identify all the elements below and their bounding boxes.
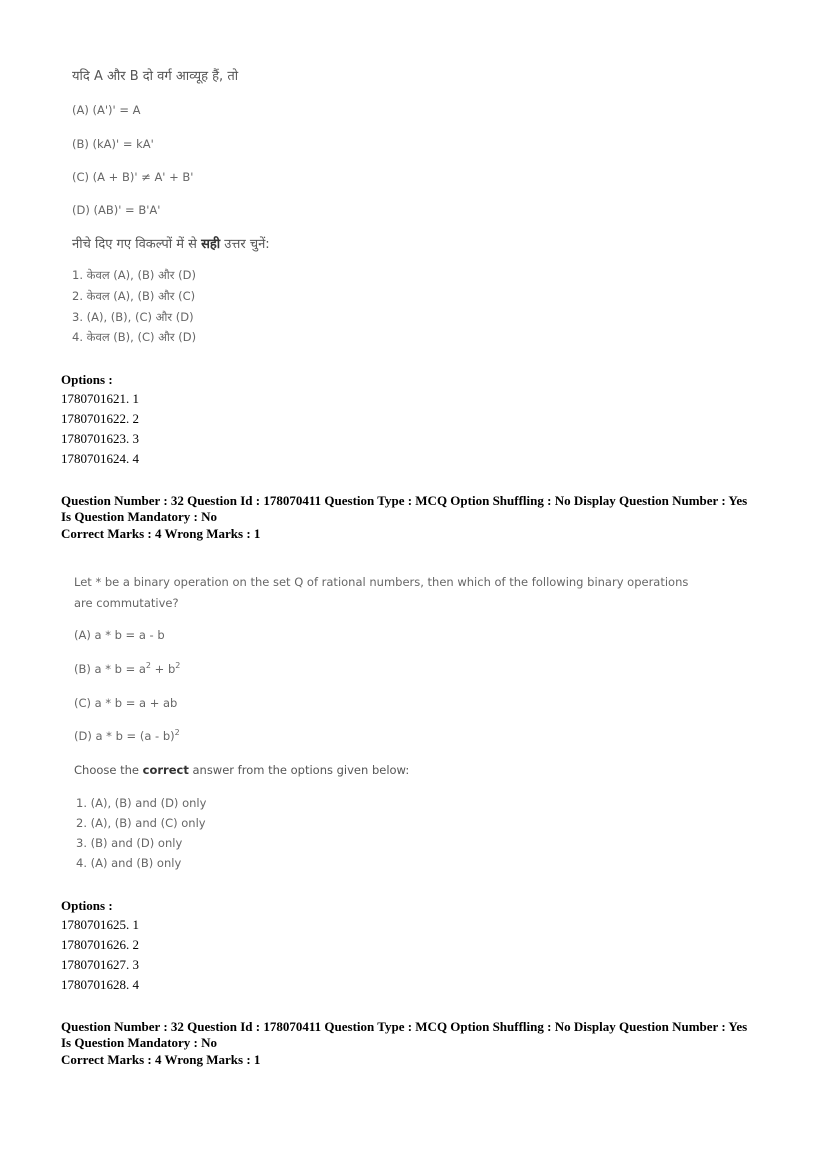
question-meta-line3: Correct Marks : 4 Wrong Marks : 1	[61, 526, 261, 541]
instruction: नीचे दिए गए विकल्पों में से सही उत्तर चुनें:	[72, 237, 270, 252]
statement-b: (B) $a * b = a^2 + b^2$	[74, 661, 181, 676]
choice-1: 1. केवल (A), (B) और (D)	[72, 268, 196, 282]
option-3: 1780701623. 3	[61, 431, 139, 446]
question-meta-line1: Question Number : 32 Question Id : 178070411 Question Type : MCQ Option Shuffling : No Display Question Number : Yes	[61, 1019, 748, 1034]
choice-3: 3. (A), (B), (C) और (D)	[72, 310, 194, 324]
option-1: 1780701621. 1	[61, 391, 139, 406]
statement-c: (C) a * b = a + ab	[74, 696, 178, 710]
choice-4: 4. केवल (B), (C) और (D)	[72, 330, 197, 344]
options-label: Options :	[61, 372, 113, 387]
options-label: Options :	[61, 898, 113, 913]
option-2: 1780701626. 2	[61, 937, 139, 952]
choice-2: 2. केवल (A), (B) और (C)	[72, 289, 196, 303]
question-meta-line2: Is Question Mandatory : No	[61, 1035, 218, 1050]
instruction: Choose the correct answer from the options given below:	[74, 763, 410, 777]
choice-4: 4. (A) and (B) only	[76, 856, 182, 870]
option-4: 1780701628. 4	[61, 977, 139, 992]
statement-d: (D) a * b = (a - b)$^2$	[74, 728, 180, 743]
choice-1: 1. (A), (B) and (D) only	[76, 796, 207, 810]
statement-c: (C) (A + B)' ≠ A' + B'	[72, 170, 194, 184]
question-line-2: are commutative?	[74, 596, 179, 610]
option-1: 1780701625. 1	[61, 917, 139, 932]
choice-2: 2. (A), (B) and (C) only	[76, 816, 206, 830]
question-meta-line3: Correct Marks : 4 Wrong Marks : 1	[61, 1052, 261, 1067]
hindi-question: यदि A और B दो वर्ग आव्यूह हैं, तो	[72, 69, 239, 84]
option-2: 1780701622. 2	[61, 411, 139, 426]
option-4: 1780701624. 4	[61, 451, 139, 466]
statement-a: (A) a * b = a - b	[74, 628, 165, 642]
statement-a: (A) (A')' = A	[72, 103, 141, 117]
option-3: 1780701627. 3	[61, 957, 139, 972]
question-meta-line2: Is Question Mandatory : No	[61, 509, 218, 524]
choice-3: 3. (B) and (D) only	[76, 836, 183, 850]
question-line-1: Let * be a binary operation on the set Q of rational numbers, then which of the following binary operations	[74, 575, 689, 589]
statement-d: (D) (AB)' = B'A'	[72, 203, 161, 217]
question-meta-line1: Question Number : 32 Question Id : 178070411 Question Type : MCQ Option Shuffling : No Display Question Number : Yes	[61, 493, 748, 508]
statement-b: (B) (kA)' = kA'	[72, 137, 154, 151]
